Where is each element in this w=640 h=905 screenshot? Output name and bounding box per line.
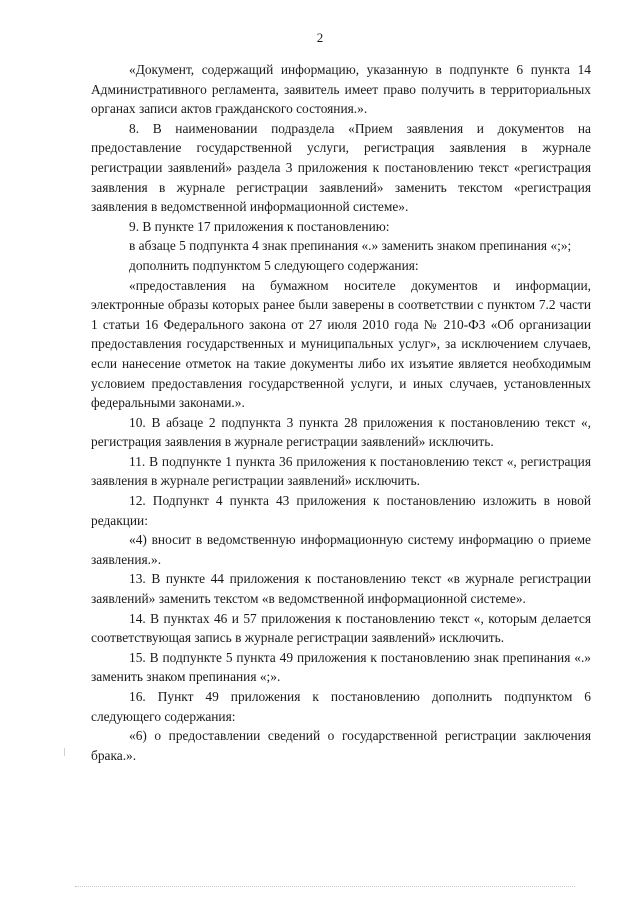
paragraph: «Документ, содержащий информацию, указанную в подпункте 6 пункта 14 Административного регламента, заявитель имеет право получить в территориальных органах записи актов гражданского состояния.». [91,62,591,117]
page-number: 2 [316,30,324,45]
paragraph: «6) о предоставлении сведений о государственной регистрации заключения брака.». [91,728,591,763]
paragraph: 14. В пунктах 46 и 57 приложения к постановлению текст «, которым делается соответствующая запись в журнале регистрации заявлений» исключить. [91,610,591,646]
paragraph: 8. В наименовании подраздела «Прием заявления и документов на предоставление государственной услуги, регистрация заявления в журнале регистрации заявлений» раздела 3 приложения к постановлению текст «регистрация заявления в журнале регистрации заявлений» заменить текстом «регистрация заявления в ведомственной информационной системе». [91,120,591,215]
scan-margin-mark [64,748,65,756]
paragraph: 12. Подпункт 4 пункта 43 приложения к постановлению изложить в новой редакции: [91,493,591,528]
paragraph: 11. В подпункте 1 пункта 36 приложения к постановлению текст «, регистрация заявления в журнале регистрации заявлений» исключить. [91,453,591,489]
paragraph: 13. В пункте 44 приложения к постановлению текст «в журнале регистрации заявлений» заменить текстом «в ведомственной информационной системе». [91,571,591,607]
paragraph: 15. В подпункте 5 пункта 49 приложения к постановлению знак препинания «.» заменить знаком препинания «;». [91,649,591,685]
paragraph: «4) вносит в ведомственную информационную систему информацию о приеме заявления.». [91,532,591,567]
paragraph: в абзаце 5 подпункта 4 знак препинания «.» заменить знаком препинания «;»; [129,238,572,254]
paragraph: 16. Пункт 49 приложения к постановлению дополнить подпунктом 6 следующего содержания: [91,689,591,724]
paragraph: «предоставления на бумажном носителе документов и информации, электронные образы которых ранее были заверены в соответствии с пунктом 7.2 части 1 статьи 16 Федерального закона от 27 июля 2010 года № 210-ФЗ «Об организации предоставления государственных и муниципальных услуг», за исключением случаев, если нанесение отметок на такие документы либо их изъятие является необходимым условием предоставления государственной услуги, и иных случаев, установленных федеральными законами.». [91,277,591,411]
paragraph: 10. В абзаце 2 подпункта 3 пункта 28 приложения к постановлению текст «, регистрация заявления в журнале регистрации заявлений» исключить. [91,414,591,450]
document-body [91,60,591,765]
paragraph: 9. В пункте 17 приложения к постановлению: [129,218,390,234]
scan-footer-line [75,886,575,887]
paragraph: дополнить подпунктом 5 следующего содержания: [129,257,419,273]
